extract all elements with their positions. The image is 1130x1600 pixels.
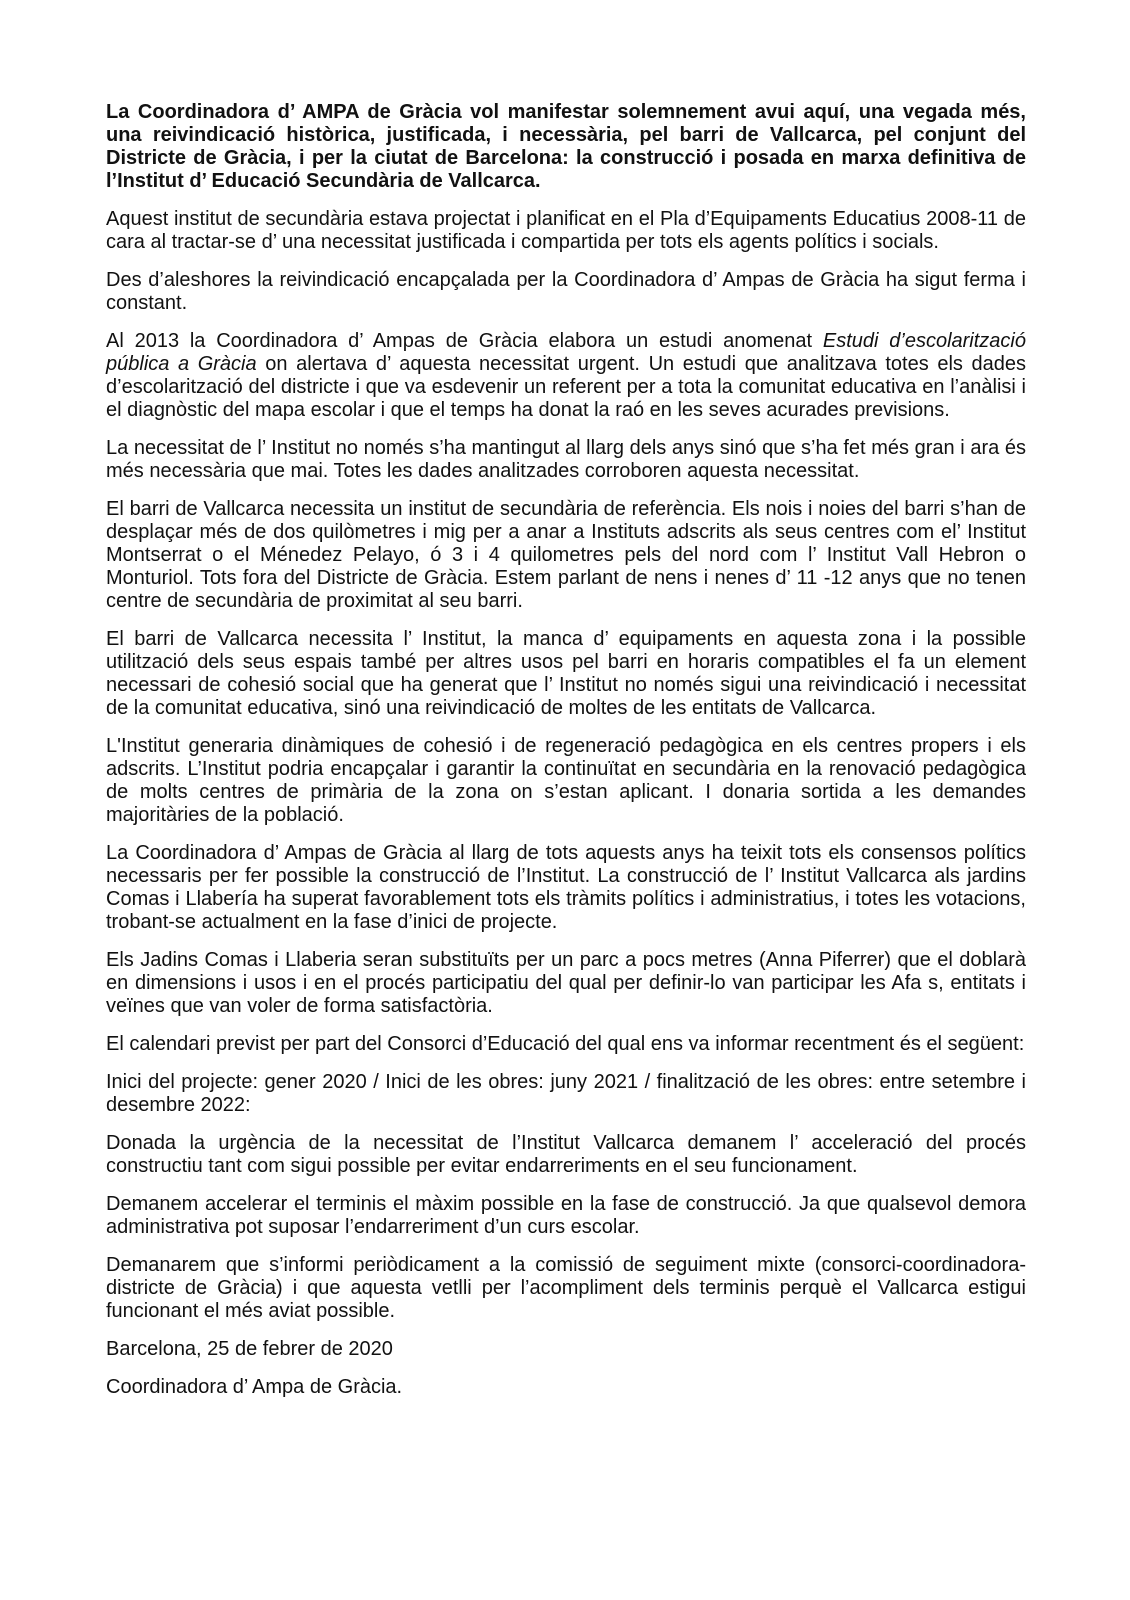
- paragraph-reivindicacio: Des d’aleshores la reivindicació encapçalada per la Coordinadora d’ Ampas de Gràcia ha sigut ferma i constant.: [106, 269, 1026, 314]
- paragraph-estudi-text-after: on alertava d’ aquesta necessitat urgent. Un estudi que analitzava totes els dades d’escolarització del districte i que va esdevenir un referent per a tota la comunitat educativa en l’anàlisi i el diagnòstic del mapa escolar i que el temps ha donat la raó en les seves acurades previsions.: [106, 353, 1026, 421]
- paragraph-dates: Inici del projecte: gener 2020 / Inici de les obres: juny 2021 / finalització de les obres: entre setembre i desembre 2022:: [106, 1071, 1026, 1116]
- paragraph-desplacament: El barri de Vallcarca necessita un institut de secundària de referència. Els nois i noies del barri s’han de desplaçar més de dos quilòmetres i mig per a anar a Instituts adscrits als seus centres com el’ Institut Montserrat o el Ménedez Pelayo, ó 3 i 4 quilometres pels del nord com l’ Institut Vall Hebron o Monturiol. Tots fora del Districte de Gràcia. Estem parlant de nens i nenes d’ 11 -12 anys que no tenen centre de secundària de proximitat al seu barri.: [106, 498, 1026, 612]
- paragraph-calendari: El calendari previst per part del Consorci d’Educació del qual ens va informar recentment és el següent:: [106, 1033, 1025, 1055]
- place-date: Barcelona, 25 de febrer de 2020: [106, 1338, 393, 1360]
- paragraph-consensos: La Coordinadora d’ Ampas de Gràcia al llarg de tots aquests anys ha teixit tots els consensos polítics necessaris per fer possible la construcció de l’Institut. La construcció de l’ Institut Vallcarca als jardins Comas i Llabería ha superat favorablement tots els tràmits polítics i administratius, i totes les votacions, trobant-se actualment en la fase d’inici de projecte.: [106, 842, 1026, 933]
- paragraph-regeneracio: L'Institut generaria dinàmiques de cohesió i de regeneració pedagògica en els centres propers i els adscrits. L’Institut podria encapçalar i garantir la continuïtat en secundària en la renovació pedagògica de molts centres de primària de la zona on s’estan aplicant. I donaria sortida a les demandes majoritàries de la població.: [106, 735, 1026, 826]
- signature: Coordinadora d’ Ampa de Gràcia.: [106, 1376, 403, 1398]
- paragraph-pla-equipaments: Aquest institut de secundària estava projectat i planificat en el Pla d’Equipaments Educatius 2008-11 de cara al tractar-se d’ una necessitat justificada i compartida per tots els agents polítics i socials.: [106, 208, 1026, 253]
- paragraph-urgencia: Donada la urgència de la necessitat de l’Institut Vallcarca demanem l’ acceleració del procés constructiu tant com sigui possible per evitar endarreriments en el seu funcionament.: [106, 1132, 1026, 1177]
- paragraph-necessitat: La necessitat de l’ Institut no només s’ha mantingut al llarg dels anys sinó que s’ha fet més gran i ara és més necessària que mai. Totes les dades analitzades corroboren aquesta necessitat.: [106, 437, 1026, 482]
- paragraph-estudi-2013: [106, 330, 1026, 422]
- paragraph-jardins: Els Jadins Comas i Llaberia seran substituïts per un parc a pocs metres (Anna Piferrer) que el doblarà en dimensions i usos i en el procés participatiu del qual per definir-lo van participar les Afa s, entitats i veïnes que van voler de forma satisfactòria.: [106, 949, 1026, 1017]
- paragraph-estudi-text-before: Al 2013 la Coordinadora d’ Ampas de Gràcia elabora un estudi anomenat: [106, 330, 823, 352]
- study-title: Estudi d’escolarització pública a Gràcia: [106, 330, 1026, 375]
- intro-paragraph: La Coordinadora d’ AMPA de Gràcia vol manifestar solemnement avui aquí, una vegada més, una reivindicació històrica, justificada, i necessària, pel barri de Vallcarca, pel conjunt del Districte de Gràcia, i per la ciutat de Barcelona: la construcció i posada en marxa definitiva de l’Institut d’ Educació Secundària de Vallcarca.: [106, 101, 1026, 192]
- paragraph-accelerar: Demanem accelerar el terminis el màxim possible en la fase de construcció. Ja que qualsevol demora administrativa pot suposar l’endarreriment d’un curs escolar.: [106, 1193, 1026, 1238]
- paragraph-seguiment: Demanarem que s’informi periòdicament a la comissió de seguiment mixte (consorci-coordinadora- districte de Gràcia) i que aquesta vetlli per l’acompliment dels terminis perquè el Vallcarca estigui funcionant el més aviat possible.: [106, 1254, 1026, 1322]
- paragraph-cohesio-social: El barri de Vallcarca necessita l’ Institut, la manca d’ equipaments en aquesta zona i la possible utilització dels seus espais també per altres usos pel barri en horaris compatibles el fa un element necessari de cohesió social que ha generat que l’ Institut no només sigui una reivindicació i necessitat de la comunitat educativa, sinó una reivindicació de moltes de les entitats de Vallcarca.: [106, 628, 1026, 719]
- document-page: [106, 101, 1026, 1414]
